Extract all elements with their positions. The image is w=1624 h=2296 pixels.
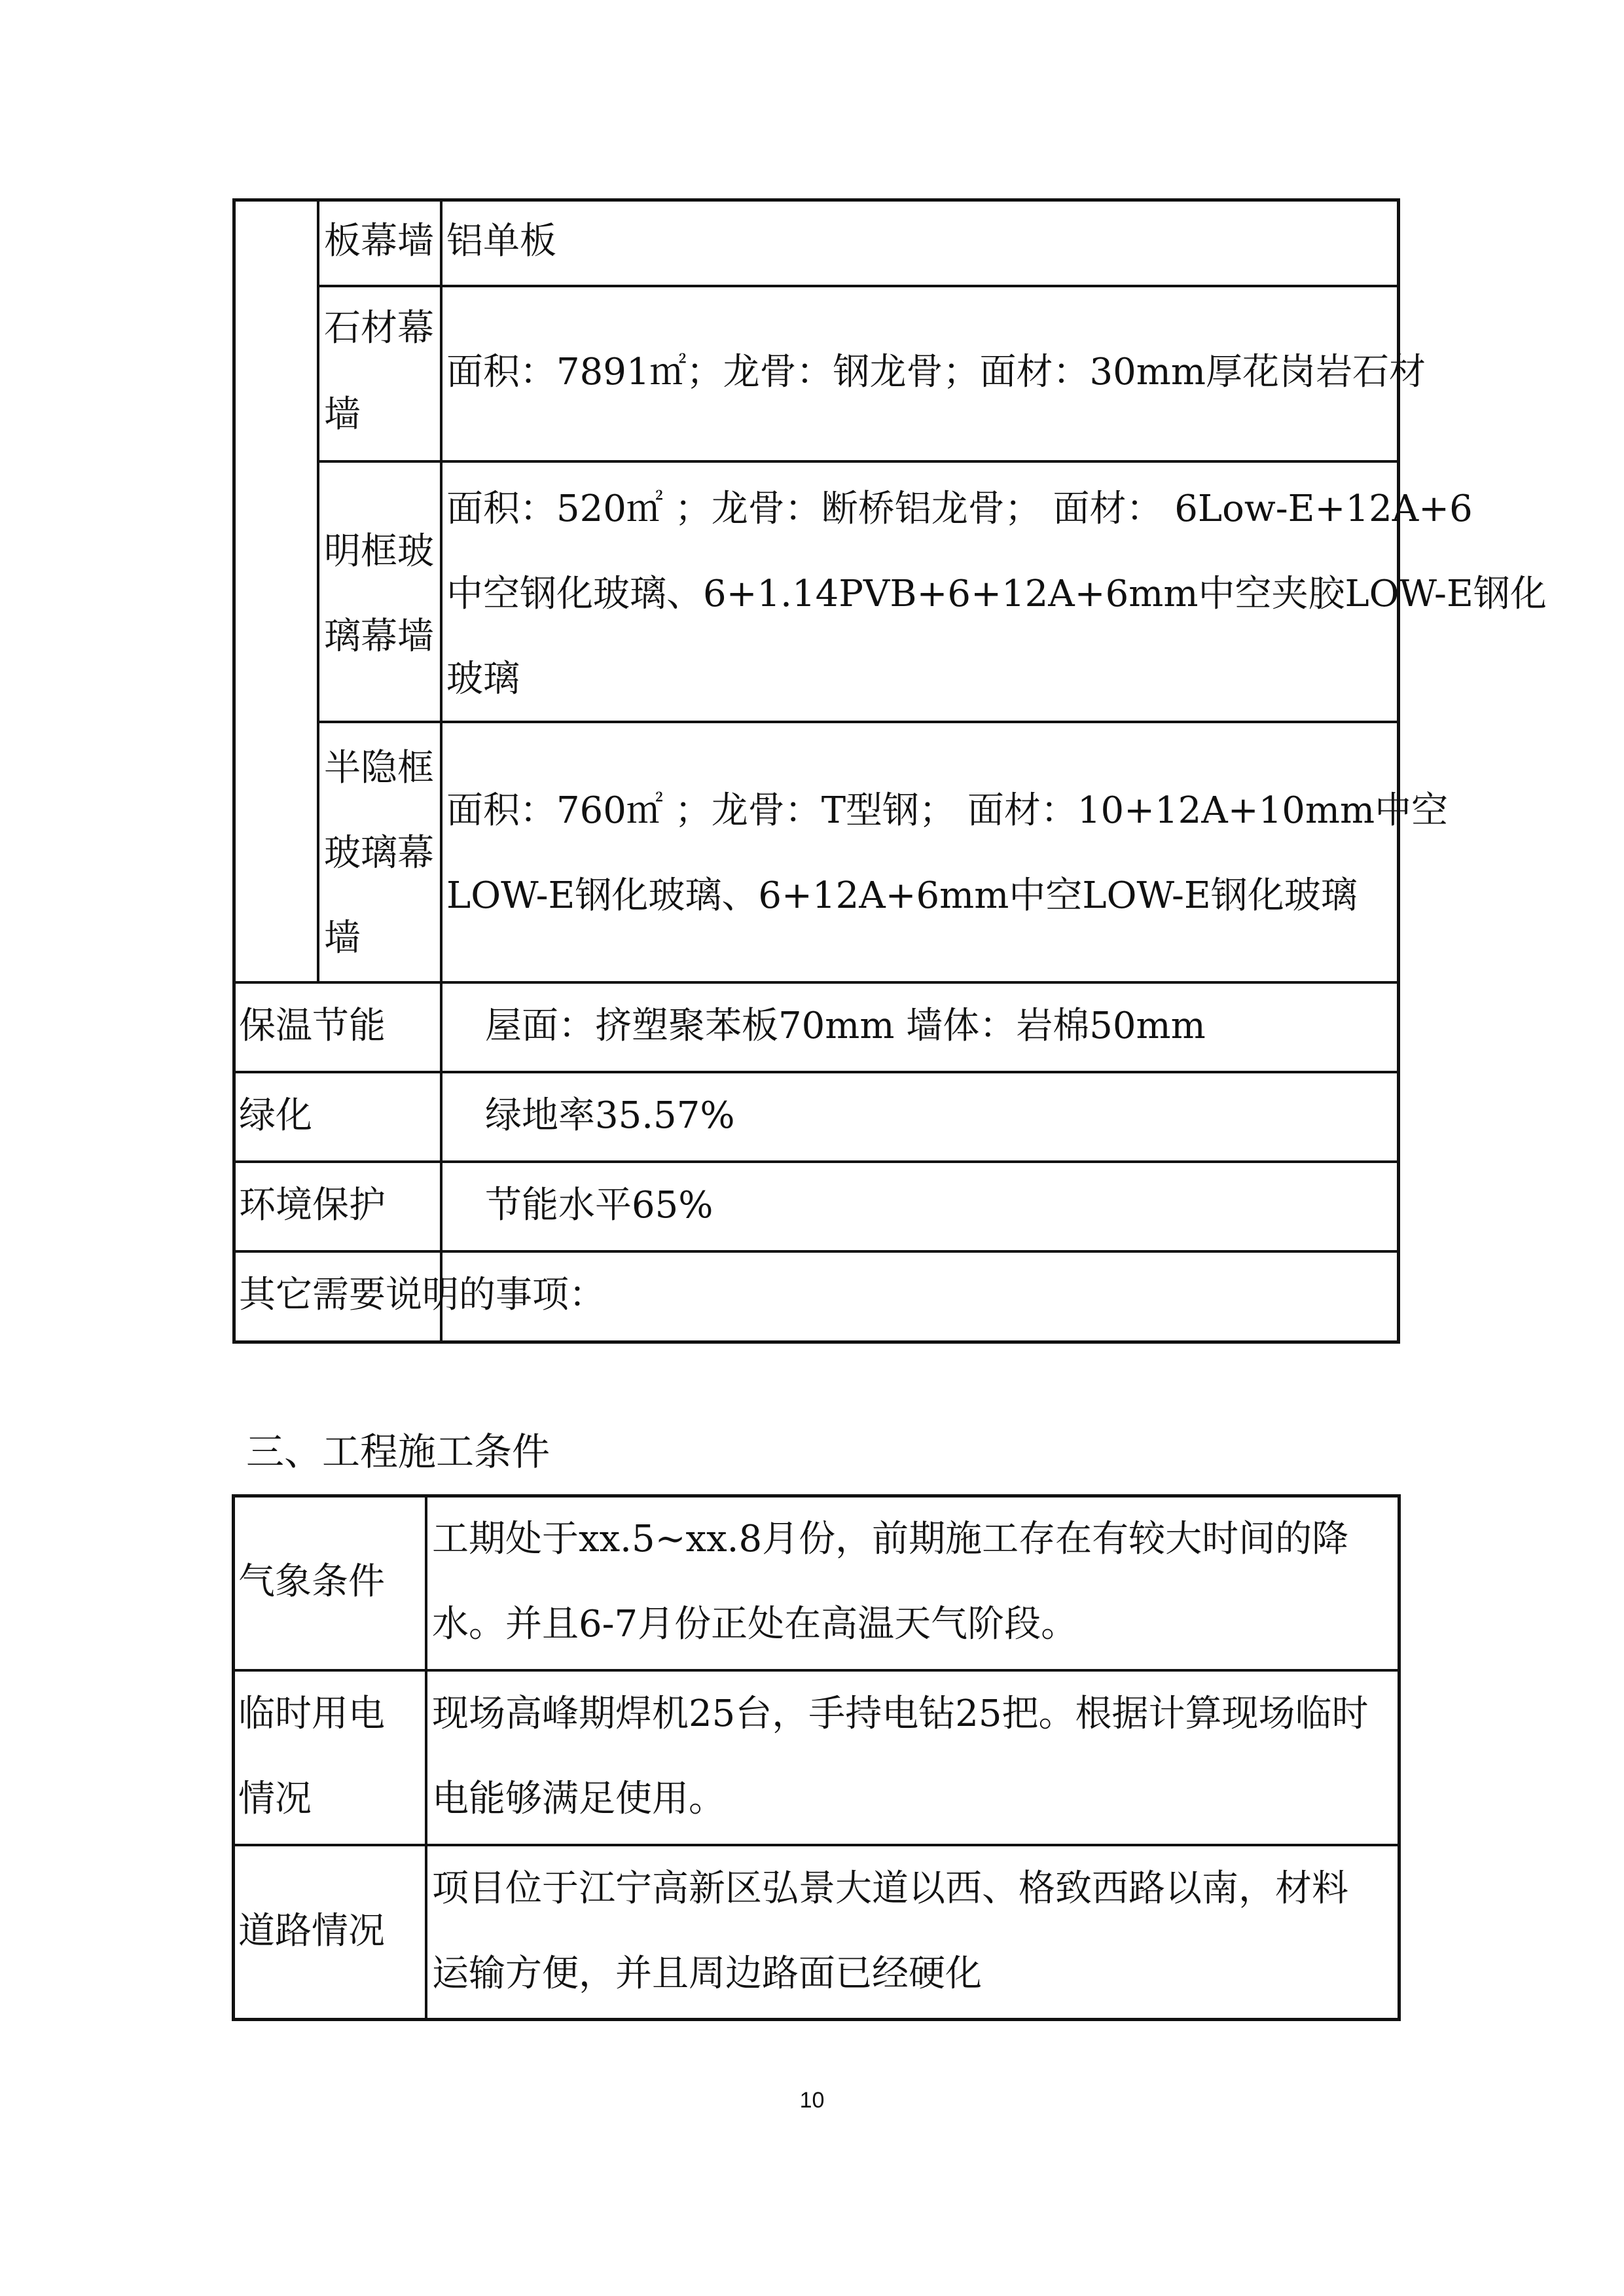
row-content: 绿地率35.57%	[485, 1094, 735, 1137]
row-content: 节能水平65%	[485, 1184, 713, 1227]
row-content: 电能够满足使用。	[432, 1778, 725, 1820]
table-border-top	[232, 198, 1400, 202]
row-content: 面积：7891㎡；龙骨：钢龙骨；面材：30mm厚花岗岩石材	[446, 351, 1426, 393]
row-label: 明框玻	[324, 530, 434, 573]
row-divider	[232, 1669, 1401, 1672]
table-border-top	[232, 1494, 1401, 1498]
row-divider	[317, 460, 1400, 463]
column-divider	[425, 1494, 427, 2021]
section-heading: 三、工程施工条件	[246, 1429, 550, 1474]
row-label: 半隐框	[324, 747, 434, 789]
row-label: 墙	[324, 917, 361, 960]
row-label: 临时用电	[238, 1693, 385, 1735]
page-number: 10	[799, 2088, 825, 2113]
row-content: 水。并且6-7月份正处在高温天气阶段。	[432, 1603, 1078, 1645]
row-content: 工期处于xx.5~xx.8月份，前期施工存在有较大时间的降	[432, 1518, 1349, 1560]
row-label: 璃幕墙	[324, 615, 434, 658]
row-label: 气象条件	[238, 1560, 385, 1603]
row-divider	[317, 721, 1400, 723]
row-divider	[232, 981, 1400, 984]
row-divider	[232, 1160, 1400, 1163]
row-content: 屋面：挤塑聚苯板70mm 墙体：岩棉50mm	[485, 1005, 1206, 1047]
row-divider	[232, 1844, 1401, 1846]
row-label: 玻璃幕	[324, 832, 434, 874]
column-divider	[317, 198, 319, 984]
column-divider	[440, 198, 442, 1344]
row-content: LOW-E钢化玻璃、6+12A+6mm中空LOW-E钢化玻璃	[446, 874, 1358, 917]
table-border-bottom	[232, 1340, 1400, 1344]
curtain-wall-table	[232, 198, 1547, 1344]
row-label: 环境保护	[239, 1184, 386, 1227]
row-label: 保温节能	[239, 1005, 386, 1047]
row-content: 玻璃	[446, 658, 520, 700]
other-notes-label: 其它需要说明的事项：	[239, 1274, 605, 1316]
row-label: 情况	[238, 1778, 312, 1820]
row-label: 石材幕	[324, 307, 434, 350]
table-border-bottom	[232, 2018, 1401, 2021]
row-content: 面积：520㎡ ；龙骨：断桥铝龙骨； 面材： 6Low-E+12A+6	[446, 488, 1473, 530]
row-label: 板幕墙	[324, 220, 434, 262]
row-content: 中空钢化玻璃、6+1.14PVB+6+12A+6mm中空夹胶LOW-E钢化	[446, 573, 1547, 615]
table-border-right	[1398, 1494, 1401, 2021]
table-border-left	[232, 198, 236, 1344]
row-content: 现场高峰期焊机25台，手持电钻25把。根据计算现场临时	[432, 1693, 1369, 1735]
row-content: 运输方便，并且周边路面已经硬化	[432, 1952, 982, 1995]
row-divider	[232, 1071, 1400, 1073]
table-border-left	[232, 1494, 235, 2021]
construction-conditions-table	[232, 1494, 1401, 2021]
row-label: 绿化	[239, 1094, 312, 1137]
row-divider	[232, 1250, 1400, 1253]
row-content: 铝单板	[446, 220, 556, 262]
row-content: 项目位于江宁高新区弘景大道以西、格致西路以南，材料	[432, 1867, 1348, 1910]
row-divider	[317, 285, 1400, 287]
row-label: 道路情况	[238, 1910, 385, 1952]
row-label: 墙	[324, 393, 361, 436]
row-content: 面积：760㎡ ；龙骨：T型钢； 面材：10+12A+10mm中空	[446, 789, 1449, 832]
